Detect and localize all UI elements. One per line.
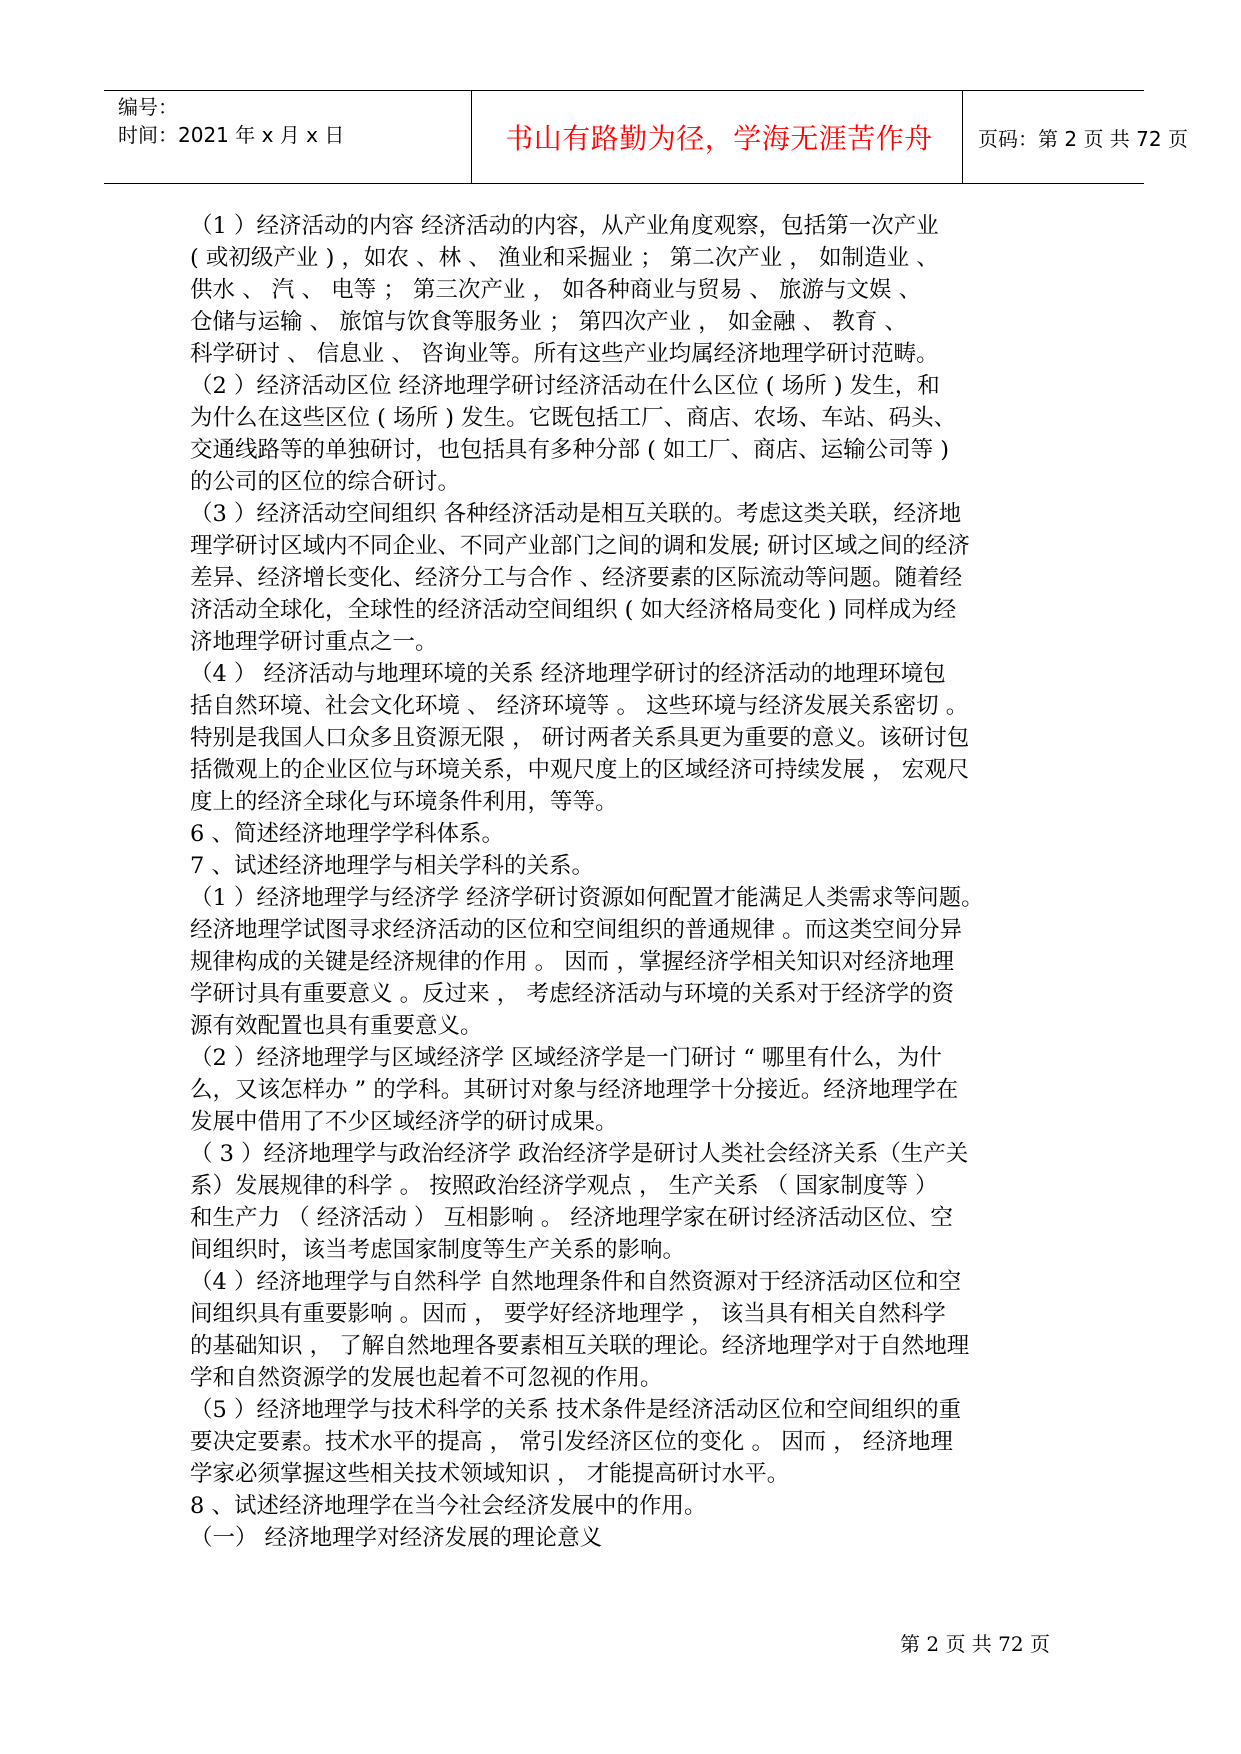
- body-line: 特别是我国人口众多且资源无限 ， 研讨两者关系具更为重要的意义。该研讨包: [190, 725, 970, 751]
- body-line: 济地理学研讨重点之一。: [190, 629, 438, 655]
- body-line: （3 ）经济活动空间组织 各种经济活动是相互关联的。考虑这类关联，经济地: [190, 501, 962, 527]
- body-line: 学和自然资源学的发展也起着不可忽视的作用。: [190, 1365, 663, 1391]
- body-line: 济活动全球化，全球性的经济活动空间组织 ( 如大经济格局变化 ) 同样成为经: [190, 597, 957, 623]
- time-label: 时间：2021 年 x 月 x 日: [118, 123, 345, 147]
- body-line: 经济地理学试图寻求经济活动的区位和空间组织的普通规律 。而这类空间分异: [190, 917, 963, 943]
- page-header: [104, 90, 1188, 184]
- body-line: 括微观上的企业区位与环境关系，中观尺度上的区域经济可持续发展 ， 宏观尺: [190, 757, 970, 783]
- body-line: 系）发展规律的科学 。 按照政治经济学观点 ， 生产关系 （ 国家制度等 ）: [190, 1173, 938, 1199]
- body-line: 差异、经济增长变化、经济分工与合作 、经济要素的区际流动等问题。随着经: [190, 565, 963, 591]
- body-line: 7 、试述经济地理学与相关学科的关系。: [190, 853, 594, 879]
- body-line: 交通线路等的单独研讨，也包括具有多种分部 ( 如工厂、商店、运输公司等 ): [190, 437, 950, 463]
- body-line: 的公司的区位的综合研讨。: [190, 469, 461, 495]
- body-line: （一） 经济地理学对经济发展的理论意义: [190, 1525, 603, 1551]
- body-line: 度上的经济全球化与环境条件利用，等等。: [190, 789, 618, 815]
- body-line: 规律构成的关键是经济规律的作用 。 因而 ，掌握经济学相关知识对经济地理: [190, 949, 954, 975]
- document-body: [190, 210, 1075, 1554]
- header-divider-left: [471, 91, 472, 183]
- body-line: 仓储与运输 、 旅馆与饮食等服务业 ； 第四次产业 ， 如金融 、 教育 、: [190, 309, 907, 335]
- body-line: ( 或初级产业 ) ，如农 、林 、 渔业和采掘业 ； 第二次产业 ， 如制造业 、: [190, 245, 939, 271]
- body-line: 理学研讨区域内不同企业、不同产业部门之间的调和发展; 研讨区域之间的经济: [190, 533, 970, 559]
- body-line: （5 ）经济地理学与技术科学的关系 技术条件是经济活动区位和空间组织的重: [190, 1397, 962, 1423]
- header-motto: 书山有路勤为径，学海无涯苦作舟: [505, 122, 933, 155]
- page-footer: 第 2 页 共 72 页: [900, 1632, 1050, 1656]
- body-line: （4 ） 经济活动与地理环境的关系 经济地理学研讨的经济活动的地理环境包: [190, 661, 946, 687]
- body-line: 源有效配置也具有重要意义。: [190, 1013, 483, 1039]
- body-line: 6 、简述经济地理学学科体系。: [190, 821, 504, 847]
- body-line: 的基础知识 ， 了解自然地理各要素相互关联的理论。经济地理学对于自然地理: [190, 1333, 970, 1359]
- body-line: （2 ）经济地理学与区域经济学 区域经济学是一门研讨 “ 哪里有什么，为什: [190, 1045, 942, 1071]
- body-line: （1 ）经济活动的内容 经济活动的内容，从产业角度观察，包括第一次产业: [190, 213, 939, 239]
- body-line: （4 ）经济地理学与自然科学 自然地理条件和自然资源对于经济活动区位和空: [190, 1269, 962, 1295]
- body-line: （2 ）经济活动区位 经济地理学研讨经济活动在什么区位 ( 场所 ) 发生，和: [190, 373, 940, 399]
- header-meta: [118, 91, 468, 183]
- body-line: 学研讨具有重要意义 。反过来 ， 考虑经济活动与环境的关系对于经济学的资: [190, 981, 954, 1007]
- body-line: 间组织具有重要影响 。因而 ， 要学好经济地理学 ， 该当具有相关自然科学: [190, 1301, 946, 1327]
- body-line: （1 ）经济地理学与经济学 经济学研讨资源如何配置才能满足人类需求等问题。: [190, 885, 984, 911]
- body-line: 8 、试述经济地理学在当今社会经济发展中的作用。: [190, 1493, 707, 1519]
- body-line: 学家必须掌握这些相关技术领域知识 ， 才能提高研讨水平。: [190, 1461, 790, 1487]
- body-line: 供水 、 汽 、 电等 ； 第三次产业 ， 如各种商业与贸易 、 旅游与文娱 、: [190, 277, 922, 303]
- header-divider-right: [962, 91, 963, 183]
- header-page-code: 页码：第 2 页 共 72 页: [978, 126, 1188, 151]
- body-line: 和生产力 （ 经济活动 ） 互相影响 。 经济地理学家在研讨经济活动区位、空: [190, 1205, 953, 1231]
- serial-label: 编号：: [118, 95, 178, 119]
- body-line: 么，又该怎样办 ” 的学科。其研讨对象与经济地理学十分接近。经济地理学在: [190, 1077, 959, 1103]
- body-line: （ 3 ）经济地理学与政治经济学 政治经济学是研讨人类社会经济关系（生产关: [190, 1141, 969, 1167]
- body-line: 间组织时，该当考虑国家制度等生产关系的影响。: [190, 1237, 686, 1263]
- body-line: 发展中借用了不少区域经济学的研讨成果。: [190, 1109, 618, 1135]
- body-line: 要决定要素。技术水平的提高 ， 常引发经济区位的变化 。 因而 ， 经济地理: [190, 1429, 953, 1455]
- body-line: 科学研讨 、 信息业 、 咨询业等。所有这些产业均属经济地理学研讨范畴。: [190, 341, 939, 367]
- body-line: 括自然环境、社会文化环境 、 经济环境等 。 这些环境与经济发展关系密切 。: [190, 693, 969, 719]
- body-line: 为什么在这些区位 ( 场所 ) 发生。它既包括工厂、商店、农场、车站、码头、: [190, 405, 957, 431]
